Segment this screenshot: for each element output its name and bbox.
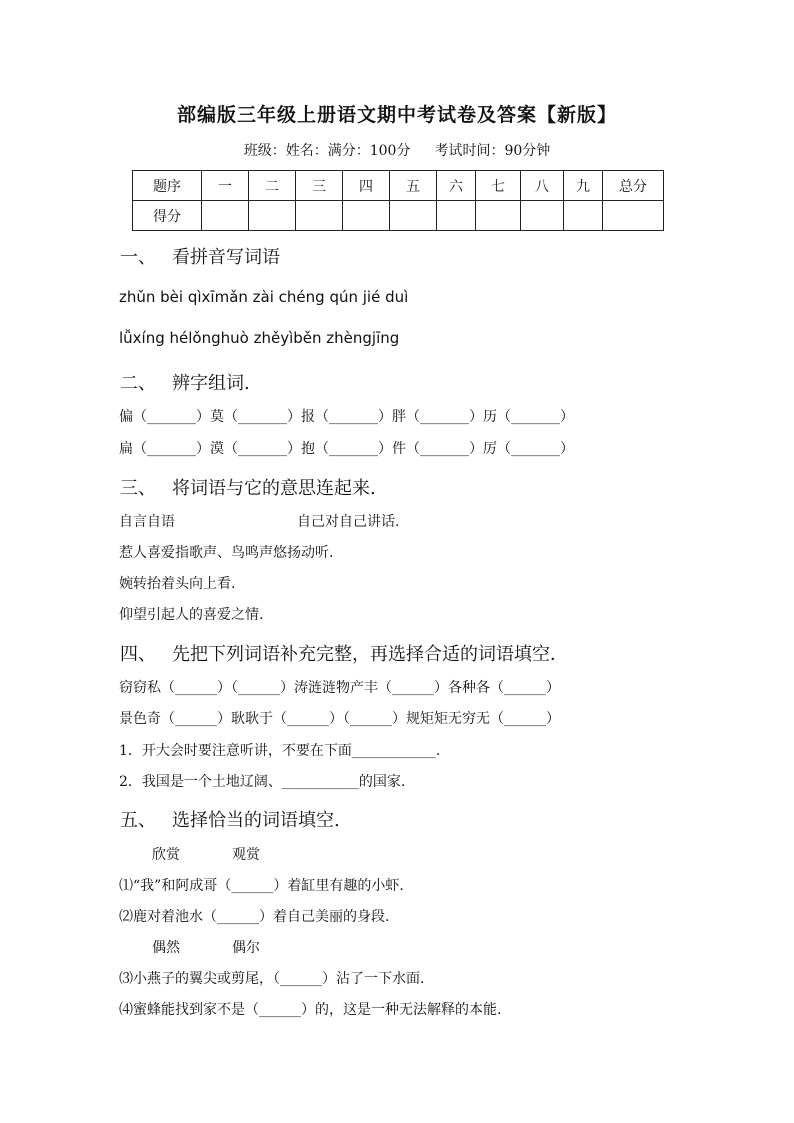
score-header-cell: 总分	[603, 171, 664, 201]
question-line: 偏（_______）莫（_______）报（_______）胖（_______）历（_______）	[119, 409, 574, 425]
section-number: 四、	[120, 644, 156, 665]
question-line: 1．开大会时要注意听讲，不要在下面____________.	[119, 743, 441, 759]
score-input-cell[interactable]	[476, 201, 521, 231]
match-line: 惹人喜爱指歌声、鸟鸣声悠扬动听.	[119, 545, 334, 561]
score-input-cell[interactable]	[296, 201, 343, 231]
score-header-cell: 四	[343, 171, 390, 201]
score-header-cell: 二	[249, 171, 296, 201]
section-title: 选择恰当的词语填空.	[172, 810, 340, 831]
score-table	[132, 170, 664, 231]
word-choice: 观赏	[232, 847, 260, 863]
section-3-heading	[120, 474, 376, 500]
section-number: 五、	[120, 810, 156, 831]
score-header-cell: 一	[202, 171, 249, 201]
section-1-heading	[120, 243, 280, 269]
pinyin-line: zhǔn bèi qìxīmǎn zài chéng qún jié duì	[119, 288, 409, 306]
question-line: ⑷蜜蜂能找到家不是（______）的，这是一种无法解释的本能.	[119, 1002, 502, 1018]
score-header-cell: 七	[476, 171, 521, 201]
score-input-cell[interactable]	[603, 201, 664, 231]
match-word: 自言自语	[119, 514, 175, 530]
match-line: 婉转抬着头向上看.	[119, 576, 236, 592]
exam-info-class: 班级：姓名：满分：100分	[243, 143, 411, 159]
score-input-cell[interactable]	[343, 201, 390, 231]
score-header-cell: 八	[521, 171, 564, 201]
section-title: 将词语与它的意思连起来.	[172, 478, 376, 499]
section-5-heading	[120, 806, 340, 832]
section-number: 二、	[120, 373, 156, 394]
score-input-cell[interactable]	[521, 201, 564, 231]
word-choices	[152, 844, 260, 864]
section-4-heading	[120, 640, 568, 666]
question-line: 扁（_______）漠（_______）抱（_______）件（_______）厉（_______）	[119, 441, 574, 457]
word-choice: 欣赏	[152, 847, 180, 863]
score-header-cell: 九	[564, 171, 603, 201]
question-line: 景色奇（______）耿耿于（______）（______）规矩矩无穷无（______）	[119, 711, 560, 727]
score-header-cell: 六	[437, 171, 476, 201]
score-input-cell[interactable]	[437, 201, 476, 231]
word-choices	[152, 937, 260, 957]
score-header-cell: 三	[296, 171, 343, 201]
exam-info	[0, 140, 794, 160]
section-2-heading	[120, 369, 250, 395]
pinyin-line: lǚxíng hélǒnghuò zhěyìběn zhèngjīng	[119, 329, 400, 347]
score-table-header	[133, 171, 664, 201]
section-title: 辨字组词.	[172, 373, 250, 394]
match-line	[119, 511, 399, 531]
question-line: ⑶小燕子的翼尖或剪尾，（______）沾了一下水面.	[119, 971, 425, 987]
page-title: 部编版三年级上册语文期中考试卷及答案【新版】	[176, 104, 617, 126]
section-title: 看拼音写词语	[172, 247, 280, 268]
score-header-cell: 五	[390, 171, 437, 201]
score-row-label: 得分	[133, 201, 202, 231]
match-meaning: 自己对自己讲话.	[297, 514, 400, 530]
exam-info-time: 考试时间：90分钟	[434, 143, 551, 159]
score-input-cell[interactable]	[564, 201, 603, 231]
section-number: 一、	[120, 247, 156, 268]
question-line: ⑵鹿对着池水（______）着自己美丽的身段.	[119, 909, 390, 925]
word-choice: 偶然	[152, 940, 180, 956]
question-line: 2．我国是一个土地辽阔、___________的国家.	[119, 774, 406, 790]
score-table-row	[133, 201, 664, 231]
section-title: 先把下列词语补充完整，再选择合适的词语填空．	[172, 644, 568, 665]
word-choice: 偶尔	[232, 940, 260, 956]
section-number: 三、	[120, 478, 156, 499]
score-input-cell[interactable]	[202, 201, 249, 231]
question-line: 窃窃私（______）（______）涛涟涟物产丰（______）各种各（______）	[119, 680, 560, 696]
question-line: ⑴“我”和阿成哥（______）着缸里有趣的小虾.	[119, 878, 404, 894]
match-line: 仰望引起人的喜爱之情.	[119, 607, 264, 623]
score-input-cell[interactable]	[390, 201, 437, 231]
score-header-cell: 题序	[133, 171, 202, 201]
score-input-cell[interactable]	[249, 201, 296, 231]
